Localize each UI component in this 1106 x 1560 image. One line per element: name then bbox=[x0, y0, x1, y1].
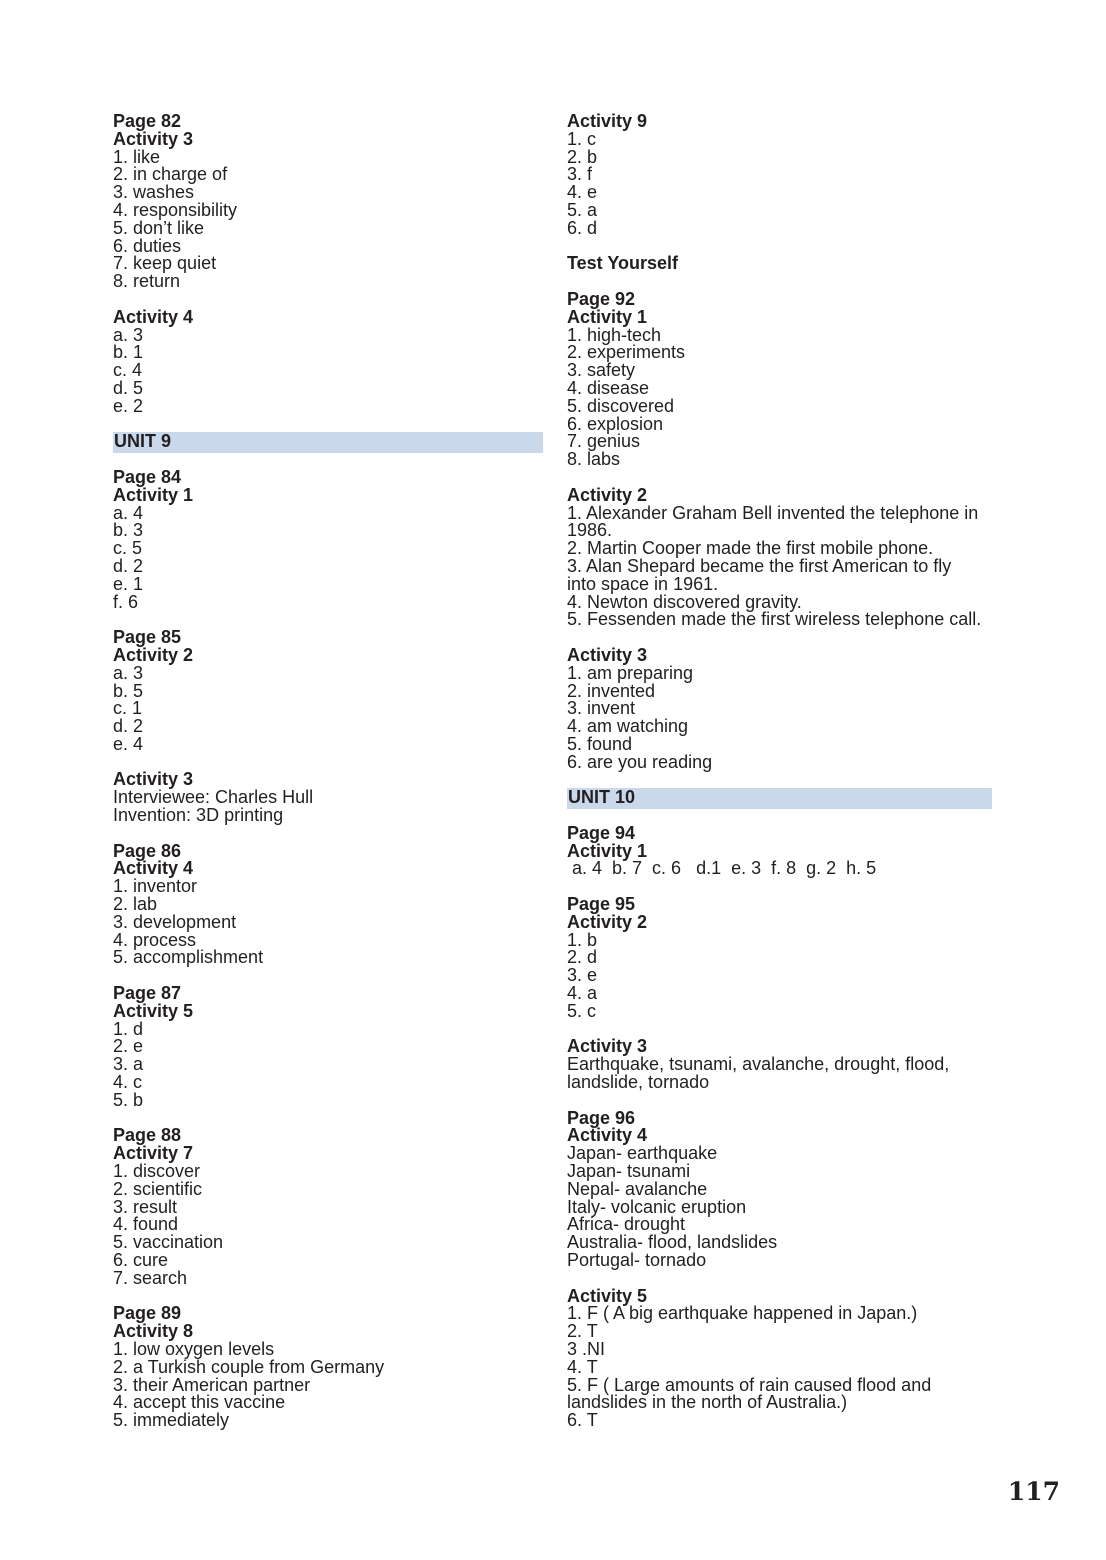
activity-title: Activity 8 bbox=[113, 1321, 194, 1342]
answer-line: 2. scientific bbox=[113, 1178, 203, 1199]
activity-block bbox=[567, 484, 992, 630]
answer-line: 5. don’t like bbox=[113, 217, 205, 238]
activity-title: Activity 5 bbox=[113, 1000, 194, 1021]
unit-block bbox=[113, 433, 543, 451]
page-label: Page 82 bbox=[113, 111, 182, 131]
answer-line: a. 4 bbox=[113, 502, 144, 523]
activity-title: Activity 4 bbox=[113, 306, 194, 327]
answer-line: 5. a bbox=[567, 199, 598, 220]
page-label: Page 86 bbox=[113, 840, 182, 861]
activity-title: Activity 3 bbox=[567, 1036, 648, 1057]
answer-line: 1. b bbox=[567, 929, 598, 950]
page-label: Page 87 bbox=[113, 983, 182, 1004]
activity-block bbox=[113, 840, 543, 968]
answer-line: b. 3 bbox=[113, 520, 144, 541]
answer-line: 6. T bbox=[567, 1410, 598, 1431]
activity-title: Activity 1 bbox=[113, 484, 194, 505]
answer-line: 1. F ( A big earthquake happened in Japan.) bbox=[567, 1303, 918, 1324]
activity-block bbox=[113, 629, 543, 754]
activity-block bbox=[567, 1038, 992, 1091]
activity-title: Activity 3 bbox=[567, 644, 648, 665]
answer-line: 7. genius bbox=[567, 431, 641, 452]
right-column bbox=[567, 113, 992, 1430]
answer-line: 4. Newton discovered gravity. bbox=[567, 591, 802, 612]
activity-title: Activity 9 bbox=[567, 111, 648, 131]
activity-title: Activity 4 bbox=[113, 858, 194, 879]
answer-line: a. 3 bbox=[113, 324, 144, 345]
answer-line: a. 4 b. 7 c. 6 d.1 e. 3 f. 8 g. 2 h. 5 bbox=[567, 858, 877, 879]
answer-line: Earthquake, tsunami, avalanche, drought, flood, landslide, tornado bbox=[567, 1054, 950, 1093]
answer-line: 7. keep quiet bbox=[113, 253, 217, 274]
answer-line: 5. c bbox=[567, 1000, 597, 1021]
page-label: Page 89 bbox=[113, 1303, 182, 1324]
answer-line: 4. responsibility bbox=[113, 199, 238, 220]
answer-line: b. 1 bbox=[113, 342, 144, 363]
answer-line: 3. Alan Shepard became the first American to fly into space in 1961. bbox=[567, 555, 952, 594]
answer-line: 4. a bbox=[567, 983, 598, 1004]
answer-line: 3. invent bbox=[567, 698, 636, 719]
activity-block bbox=[567, 113, 992, 238]
answer-line: 6. explosion bbox=[567, 413, 664, 434]
answer-line: 3. development bbox=[113, 911, 237, 932]
answer-line: 2. d bbox=[567, 947, 598, 968]
section-block bbox=[567, 255, 992, 273]
activity-block bbox=[113, 466, 543, 612]
answer-line: 1. low oxygen levels bbox=[113, 1338, 275, 1359]
answer-line: Africa- drought bbox=[567, 1214, 686, 1235]
answer-line: 2. b bbox=[567, 146, 598, 167]
activity-title: Activity 5 bbox=[567, 1285, 648, 1306]
answer-line: 2. T bbox=[567, 1321, 598, 1342]
answer-line: 6. cure bbox=[113, 1250, 169, 1270]
answer-line: 1. am preparing bbox=[567, 662, 694, 683]
activity-title: Activity 2 bbox=[567, 911, 648, 932]
answer-line: 8. return bbox=[113, 271, 181, 292]
answer-line: Invention: 3D printing bbox=[113, 805, 284, 826]
answer-line: 2. a Turkish couple from Germany bbox=[113, 1356, 385, 1377]
answer-line: Interviewee: Charles Hull bbox=[113, 787, 314, 808]
activity-block bbox=[113, 113, 543, 291]
activity-block bbox=[567, 644, 992, 772]
answer-line: 4. T bbox=[567, 1356, 598, 1377]
activity-block bbox=[567, 896, 992, 1021]
answer-line: 1. high-tech bbox=[567, 324, 662, 345]
answer-line: 1. d bbox=[113, 1018, 144, 1039]
answer-line: 1. discover bbox=[113, 1161, 201, 1182]
answer-line: 2. in charge of bbox=[113, 164, 228, 185]
answer-line: 3. safety bbox=[567, 360, 636, 381]
answer-line: 5. immediately bbox=[113, 1410, 230, 1431]
activity-title: Activity 2 bbox=[113, 644, 194, 665]
answer-line: 1. Alexander Graham Bell invented the telephone in 1986. bbox=[567, 502, 979, 541]
unit-block bbox=[567, 789, 992, 807]
answer-line: e. 4 bbox=[113, 733, 144, 754]
page-number: 117 bbox=[1007, 1477, 1060, 1506]
answer-line: 5. b bbox=[113, 1089, 144, 1110]
answer-line: Australia- flood, landslides bbox=[567, 1232, 778, 1253]
activity-title: Activity 4 bbox=[567, 1125, 648, 1146]
page-label: Page 94 bbox=[567, 822, 636, 843]
answer-line: 2. invented bbox=[567, 680, 656, 701]
answer-line: e. 1 bbox=[113, 573, 144, 594]
answer-line: Portugal- tornado bbox=[567, 1250, 707, 1270]
page-label: Page 92 bbox=[567, 288, 636, 309]
answer-line: Nepal- avalanche bbox=[567, 1178, 708, 1199]
answer-line: c. 1 bbox=[113, 698, 143, 719]
answer-line: 4. am watching bbox=[567, 716, 689, 737]
page-label: Page 88 bbox=[113, 1125, 182, 1146]
answer-line: e. 2 bbox=[113, 395, 144, 416]
answer-line: 5. accomplishment bbox=[113, 947, 264, 968]
answer-line: 5. found bbox=[567, 733, 633, 754]
activity-block bbox=[567, 1107, 992, 1270]
answer-line: 1. like bbox=[113, 146, 161, 167]
activity-block bbox=[113, 1305, 543, 1430]
page-label: Page 85 bbox=[113, 627, 182, 648]
unit-header: UNIT 10 bbox=[567, 789, 992, 807]
answer-line: b. 5 bbox=[113, 680, 144, 701]
answer-line: 1. inventor bbox=[113, 876, 198, 897]
answer-line: c. 4 bbox=[113, 360, 143, 381]
answer-line: 3. result bbox=[113, 1196, 178, 1217]
answer-line: 4. found bbox=[113, 1214, 179, 1235]
answer-line: 6. d bbox=[567, 217, 598, 238]
activity-title: Activity 3 bbox=[113, 128, 194, 149]
left-column bbox=[113, 113, 543, 1430]
answer-line: 7. search bbox=[113, 1267, 188, 1288]
answer-line: 4. accept this vaccine bbox=[113, 1392, 286, 1413]
answer-line: 3. f bbox=[567, 164, 593, 185]
answer-line: 3. e bbox=[567, 965, 598, 986]
answer-line: c. 5 bbox=[113, 538, 143, 559]
answer-line: 5. discovered bbox=[567, 395, 675, 416]
answer-line: 2. e bbox=[113, 1036, 144, 1057]
answer-line: 2. experiments bbox=[567, 342, 686, 363]
page-label: Page 84 bbox=[113, 466, 182, 487]
answer-line: 5. Fessenden made the first wireless telephone call. bbox=[567, 609, 982, 630]
page-label: Page 96 bbox=[567, 1107, 636, 1128]
answer-line: d. 5 bbox=[113, 377, 144, 398]
activity-block bbox=[113, 771, 543, 824]
answer-line: 6. duties bbox=[113, 235, 182, 256]
answer-line: 4. disease bbox=[567, 377, 650, 398]
answer-line: 3 .NI bbox=[567, 1338, 606, 1359]
answer-line: 8. labs bbox=[567, 449, 621, 470]
activity-title: Activity 3 bbox=[113, 769, 194, 790]
answer-line: Italy- volcanic eruption bbox=[567, 1196, 747, 1217]
activity-title: Activity 7 bbox=[113, 1143, 194, 1164]
answer-line: 3. a bbox=[113, 1054, 144, 1075]
answer-line: 3. washes bbox=[113, 182, 195, 203]
answer-line: Japan- tsunami bbox=[567, 1161, 691, 1182]
answer-line: 3. their American partner bbox=[113, 1374, 311, 1395]
activity-block bbox=[567, 822, 992, 879]
activity-block bbox=[567, 1285, 992, 1431]
page-label: Page 95 bbox=[567, 894, 636, 915]
activity-block bbox=[567, 288, 992, 470]
answer-line: 4. e bbox=[567, 182, 598, 203]
answer-line: 5. vaccination bbox=[113, 1232, 224, 1253]
answer-line: a. 3 bbox=[113, 662, 144, 683]
answer-line: 2. Martin Cooper made the first mobile phone. bbox=[567, 538, 934, 559]
section-heading: Test Yourself bbox=[567, 253, 679, 274]
unit-header: UNIT 9 bbox=[113, 433, 543, 451]
answer-line: 2. lab bbox=[113, 894, 158, 915]
activity-block bbox=[113, 306, 543, 416]
answer-line: 1. c bbox=[567, 128, 597, 149]
answer-line: 6. are you reading bbox=[567, 751, 713, 772]
answer-line: Japan- earthquake bbox=[567, 1143, 718, 1164]
activity-block bbox=[113, 1127, 543, 1287]
answer-line: 5. F ( Large amounts of rain caused flood and landslides in the north of Australia.) bbox=[567, 1374, 932, 1413]
answer-line: f. 6 bbox=[113, 591, 139, 612]
activity-title: Activity 1 bbox=[567, 306, 648, 327]
answer-line: d. 2 bbox=[113, 716, 144, 737]
answer-line: 4. process bbox=[113, 929, 197, 950]
answer-line: d. 2 bbox=[113, 555, 144, 576]
activity-title: Activity 2 bbox=[567, 484, 648, 505]
activity-title: Activity 1 bbox=[567, 840, 648, 861]
answer-line: 4. c bbox=[113, 1072, 143, 1093]
activity-block bbox=[113, 985, 543, 1110]
